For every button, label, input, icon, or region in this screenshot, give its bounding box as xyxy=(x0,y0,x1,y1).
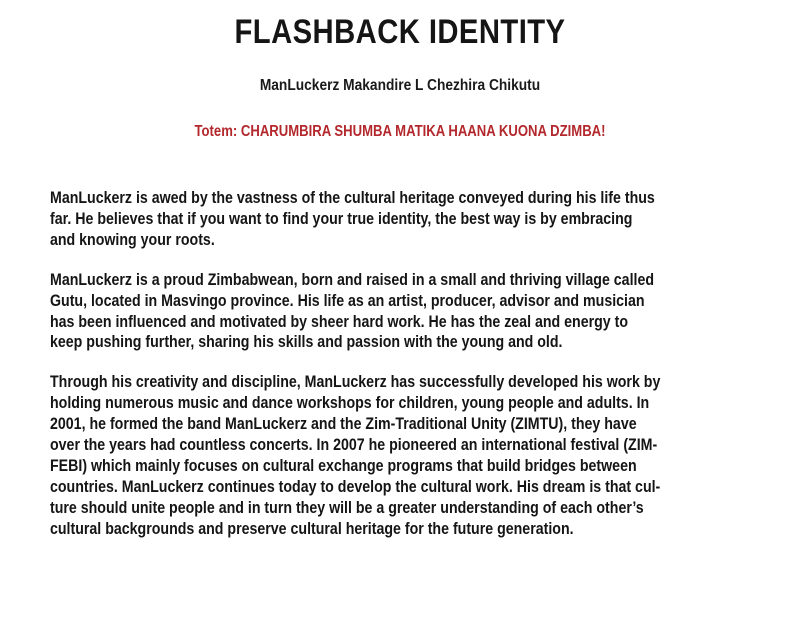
paragraph-line: Through his creativity and discipline, ManLuckerz has successfully developed his work by xyxy=(50,373,661,392)
paragraph-line: and knowing your roots. xyxy=(50,230,215,249)
paragraph-line: over the years had countless concerts. In 2007 he pioneered an international festival (ZIM- xyxy=(50,436,658,455)
paragraph-line: ture should unite people and in turn they will be a greater understanding of each other’s xyxy=(50,498,644,517)
paragraph-line: far. He believes that if you want to find your true identity, the best way is by embracing xyxy=(50,209,633,228)
body-text xyxy=(50,188,790,559)
paragraph-line: keep pushing further, sharing his skills and passion with the young and old. xyxy=(50,333,563,352)
paragraph-line: has been influenced and motivated by sheer hard work. He has the zeal and energy to xyxy=(50,312,629,331)
paragraph-line: holding numerous music and dance workshops for children, young people and adults. In xyxy=(50,394,650,413)
paragraph-line: ManLuckerz is awed by the vastness of the cultural heritage conveyed during his life thus xyxy=(50,189,655,207)
paragraph-line: cultural backgrounds and preserve cultural heritage for the future generation. xyxy=(50,519,574,538)
author-name: ManLuckerz Makandire L Chezhira Chikutu xyxy=(259,77,541,94)
paragraph-line: Gutu, located in Masvingo province. His life as an artist, producer, advisor and musician xyxy=(50,291,645,310)
paragraph-line: 2001, he formed the band ManLuckerz and the Zim-Traditional Unity (ZIMTU), they have xyxy=(50,415,637,434)
paragraph-line: countries. ManLuckerz continues today to develop the cultural work. His dream is that cul- xyxy=(50,477,661,496)
totem-line: Totem: CHARUMBIRA SHUMBA MATIKA HAANA KUONA DZIMBA! xyxy=(194,123,606,140)
paragraph-line: FEBI) which mainly focuses on cultural exchange programs that build bridges between xyxy=(50,456,637,475)
paragraph-1 xyxy=(50,188,790,251)
paragraph-line: ManLuckerz is a proud Zimbabwean, born and raised in a small and thriving village called xyxy=(50,270,655,289)
paragraph-2 xyxy=(50,270,790,354)
paragraph-3 xyxy=(50,372,790,539)
page-title: FLASHBACK IDENTITY xyxy=(234,13,566,51)
